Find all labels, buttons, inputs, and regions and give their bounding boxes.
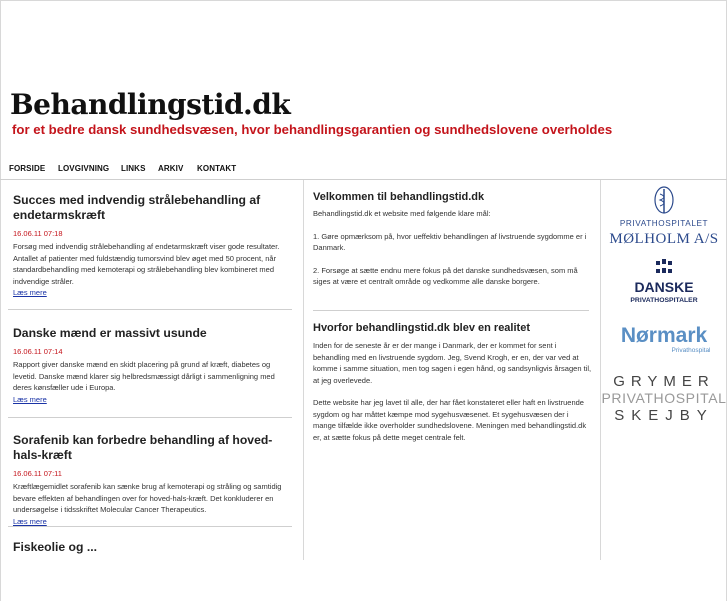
why-section <box>313 321 593 443</box>
site-title[interactable]: Behandlingstid.dk <box>10 88 291 121</box>
article-title[interactable]: Sorafenib kan forbedre behandling af hoved-hals-kræft <box>13 433 273 462</box>
article-divider <box>8 309 292 310</box>
danske-main-text: DANSKE <box>634 279 694 295</box>
site-tagline: for et bedre dansk sundhedsvæsen, hvor behandlingsgarantien og sundhedslovene overholdes <box>12 122 613 137</box>
intro-column <box>304 180 601 560</box>
grymer-line2: PRIVATHOSPITAL <box>601 390 727 406</box>
read-more-link[interactable]: Læs mere <box>13 288 47 297</box>
molholm-top-text: PRIVATHOSPITALET <box>619 219 709 228</box>
grymer-logo[interactable] <box>601 370 727 433</box>
why-paragraph-2: Dette website har jeg lavet til alle, der har fået konstateret eller haft en livstruende sygdom og har måttet kæmpe mod sygehusvæsenet. Et sygehusvæsen der i mange tilfælde ikke overholder sundhedslovene. Meningen med behandlingstid.dk er, at sætte fokus på dette meget centrale felt. <box>313 398 587 442</box>
danske-privathospitaler-logo[interactable] <box>601 258 727 309</box>
news-article <box>13 193 293 298</box>
grymer-line3: SKEJBY <box>614 407 714 424</box>
welcome-heading: Velkommen til behandlingstid.dk <box>313 191 485 203</box>
read-more-link[interactable]: Læs mere <box>13 394 47 404</box>
nav-item-lovgivning[interactable]: LOVGIVNING <box>58 164 110 173</box>
welcome-goal-2: 2. Forsøge at sætte endnu mere fokus på det danske sundhedsvæsen, som må siges at være et centralt område og vedkomme alle danske borgere. <box>313 265 578 286</box>
nav-item-arkiv[interactable]: ARKIV <box>158 164 184 173</box>
normark-logo[interactable] <box>601 316 727 365</box>
sponsor-column <box>601 180 727 560</box>
main-nav <box>0 157 727 180</box>
news-article <box>13 326 293 405</box>
normark-sub-text: Privathospital <box>671 347 711 354</box>
molholm-emblem-icon <box>601 186 727 250</box>
molholm-logo[interactable] <box>601 186 727 255</box>
nav-item-kontakt[interactable]: KONTAKT <box>197 164 237 173</box>
welcome-goal-1: 1. Gøre opmærksom på, hvor ueffektiv behandlingen af livstruende sygdomme er i Danmark. <box>313 231 587 252</box>
section-divider <box>313 310 589 311</box>
article-divider <box>8 526 292 527</box>
why-paragraph-1: Inden for de seneste år er der mange i Danmark, der er kommet for sent i behandling med en livstruende sygdom. Jeg, Svend Krogh, er en, der var ved at komme i samme situation, men tog sagen i egen hånd, og sandsynligvis årsagen til, at jeg overlevede. <box>313 341 592 385</box>
article-date: 16.06.11 07:14 <box>13 347 63 356</box>
normark-main-text: Nørmark <box>620 324 708 347</box>
danske-emblem-icon <box>601 258 727 304</box>
news-column <box>0 180 304 560</box>
article-divider <box>8 417 292 418</box>
article-date: 16.06.11 07:11 <box>13 469 62 478</box>
article-title[interactable]: Danske mænd er massivt usunde <box>13 326 207 340</box>
normark-wordmark <box>601 316 727 360</box>
article-summary: Forsøg med indvendig strålebehandling af endetarmskræft viser gode resultater. Antallet af patienter med fuldstændig tumorsvind blev øget med 50 procent, når standardbehandling med kemoterapi og strålebehandling blev kombineret med indvendige stråler. <box>13 242 280 286</box>
welcome-section <box>313 190 593 288</box>
news-article <box>13 433 293 527</box>
danske-sub-text: PRIVATHOSPITALER <box>630 297 698 304</box>
grymer-wordmark <box>601 370 727 428</box>
article-summary: Rapport giver danske mænd en skidt placering på grund af kræft, diabetes og levetid. Danske mænd klarer sig helbredsmæssigt dårligt i sammenligning med deres kønsfæller ude i Europa. <box>13 360 275 392</box>
article-title[interactable]: Succes med indvendig strålebehandling af endetarmskræft <box>13 193 261 222</box>
grymer-line1: GRYMER <box>613 373 715 390</box>
why-heading: Hvorfor behandlingstid.dk blev en realitet <box>313 322 530 334</box>
article-date: 16.06.11 07:18 <box>13 229 63 238</box>
nav-item-forside[interactable]: FORSIDE <box>9 164 46 173</box>
molholm-main-text: MØLHOLM A/S <box>609 231 719 247</box>
nav-item-links[interactable]: LINKS <box>121 164 146 173</box>
read-more-link[interactable]: Læs mere <box>13 516 47 526</box>
article-summary: Kræftlægemidlet sorafenib kan sænke brug af kemoterapi og stråling og samtidig bevare effekten af behandlingen over for hoved-hals-kræft. Det konkluderer en undersøgelse i tidsskriftet Molecular Cancer Therapeutics. <box>13 482 282 514</box>
welcome-intro: Behandlingstid.dk et website med følgende klare mål: <box>313 209 491 218</box>
article-title[interactable]: Fiskeolie og ... <box>13 540 97 554</box>
